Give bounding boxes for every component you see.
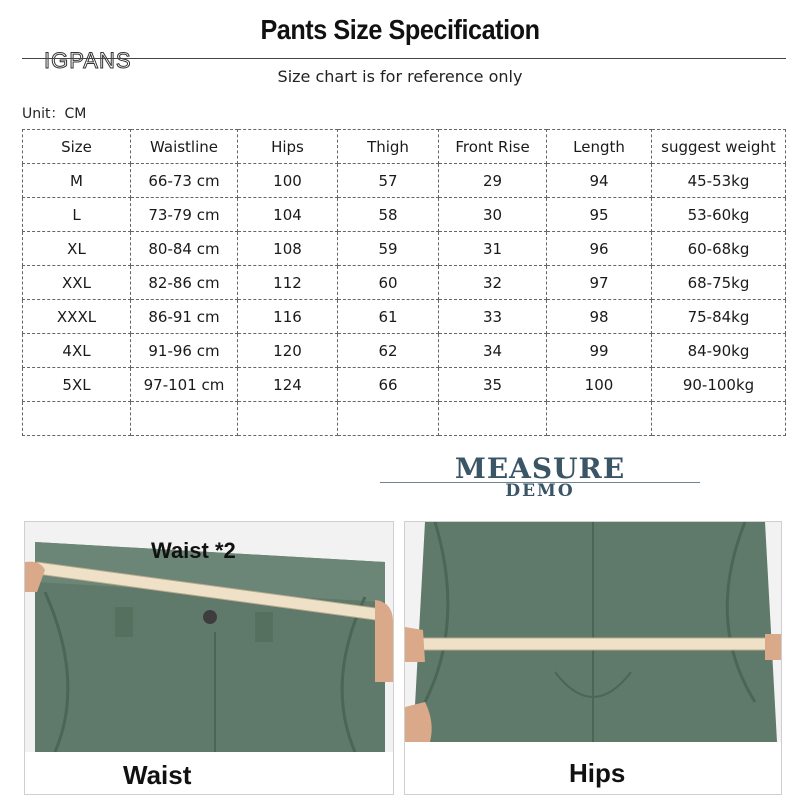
table-cell: 96: [547, 232, 652, 266]
hips-caption: Hips: [569, 758, 626, 788]
table-cell: 75-84kg: [652, 300, 786, 334]
table-cell: 68-75kg: [652, 266, 786, 300]
table-cell: 100: [238, 164, 338, 198]
table-row: [23, 164, 786, 198]
table-cell: 61: [338, 300, 439, 334]
table-cell: 5XL: [23, 368, 131, 402]
table-cell: 94: [547, 164, 652, 198]
table-cell: 29: [439, 164, 547, 198]
table-cell: [652, 402, 786, 436]
table-cell: 62: [338, 334, 439, 368]
table-cell: 32: [439, 266, 547, 300]
table-cell: 60: [338, 266, 439, 300]
table-cell: 60-68kg: [652, 232, 786, 266]
table-row: [23, 198, 786, 232]
table-cell: 116: [238, 300, 338, 334]
table-cell: 4XL: [23, 334, 131, 368]
hips-photo-panel: [404, 521, 782, 795]
table-cell: 100: [547, 368, 652, 402]
table-cell: [338, 402, 439, 436]
waist-photo-panel: [24, 521, 394, 795]
brand-logo: IGPANS: [44, 48, 132, 73]
table-row: [23, 368, 786, 402]
column-header: Thigh: [338, 130, 439, 164]
unit-label: Unit：CM: [22, 106, 87, 122]
table-cell: 104: [238, 198, 338, 232]
column-header: Length: [547, 130, 652, 164]
table-cell: 58: [338, 198, 439, 232]
table-cell: 120: [238, 334, 338, 368]
table-cell: 84-90kg: [652, 334, 786, 368]
table-cell: 57: [338, 164, 439, 198]
table-cell: [547, 402, 652, 436]
table-cell: 86-91 cm: [131, 300, 238, 334]
measure-subtitle: DEMO: [505, 481, 575, 501]
table-row: [23, 266, 786, 300]
column-header: Waistline: [131, 130, 238, 164]
table-cell: 124: [238, 368, 338, 402]
table-cell: 80-84 cm: [131, 232, 238, 266]
table-cell: 73-79 cm: [131, 198, 238, 232]
table-header: [23, 130, 786, 164]
table-cell: 90-100kg: [652, 368, 786, 402]
table-cell: [439, 402, 547, 436]
table-cell: 59: [338, 232, 439, 266]
page-title: Pants Size Specification: [260, 14, 540, 45]
table-row: [23, 334, 786, 368]
table-cell: 91-96 cm: [131, 334, 238, 368]
title-divider: [22, 58, 786, 59]
table-cell: 98: [547, 300, 652, 334]
measure-line: [380, 482, 700, 483]
table-cell: 33: [439, 300, 547, 334]
table-cell: 34: [439, 334, 547, 368]
column-header: Size: [23, 130, 131, 164]
table-cell: XXXL: [23, 300, 131, 334]
table-cell: L: [23, 198, 131, 232]
hips-photo: [405, 522, 781, 794]
table-cell: [23, 402, 131, 436]
column-header: Front Rise: [439, 130, 547, 164]
table-cell: [238, 402, 338, 436]
table-cell: 95: [547, 198, 652, 232]
table-row: [23, 232, 786, 266]
waist-top-label: Waist *2: [151, 538, 236, 563]
table-row: [23, 402, 786, 436]
table-cell: 53-60kg: [652, 198, 786, 232]
column-header: suggest weight: [652, 130, 786, 164]
table-cell: XL: [23, 232, 131, 266]
waist-caption: Waist: [123, 760, 192, 790]
table-cell: M: [23, 164, 131, 198]
table-cell: XXL: [23, 266, 131, 300]
table-cell: [131, 402, 238, 436]
measure-title: MEASURE: [454, 452, 626, 485]
table-cell: 31: [439, 232, 547, 266]
table-cell: 108: [238, 232, 338, 266]
table-body: [23, 164, 786, 436]
table-cell: 35: [439, 368, 547, 402]
measure-demo-heading: [380, 452, 700, 501]
table-cell: 45-53kg: [652, 164, 786, 198]
table-cell: 66-73 cm: [131, 164, 238, 198]
table-header-row: [23, 130, 786, 164]
table-row: [23, 300, 786, 334]
subtitle: Size chart is for reference only: [277, 67, 523, 86]
table-cell: 30: [439, 198, 547, 232]
table-cell: 99: [547, 334, 652, 368]
table-cell: 82-86 cm: [131, 266, 238, 300]
table-cell: 66: [338, 368, 439, 402]
size-table: [22, 129, 786, 436]
table-cell: 97: [547, 266, 652, 300]
column-header: Hips: [238, 130, 338, 164]
table-cell: 112: [238, 266, 338, 300]
table-cell: 97-101 cm: [131, 368, 238, 402]
